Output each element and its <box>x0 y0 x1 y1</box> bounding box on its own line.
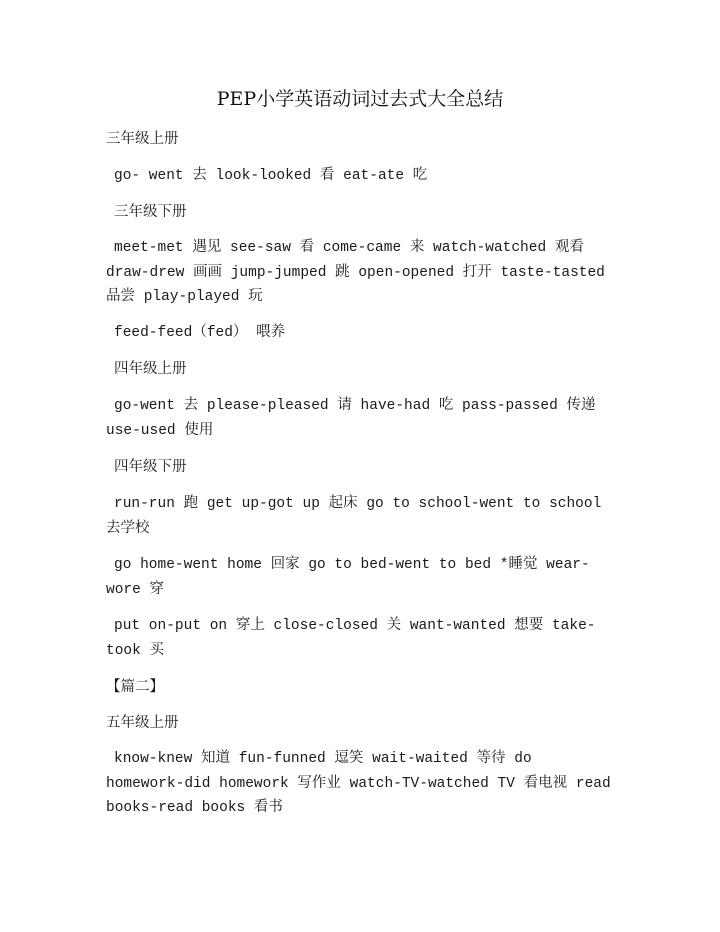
verb-list-paragraph: run-run 跑 get up-got up 起床 go to school-went to school 去学校 <box>106 496 602 537</box>
verb-list-paragraph: go-went 去 please-pleased 请 have-had 吃 pass-passed 传递 use-used 使用 <box>106 398 596 439</box>
document-title: PEP小学英语动词过去式大全总结 <box>216 88 504 110</box>
section-heading-grade4-vol1: 四年级上册 <box>114 361 187 377</box>
section-heading-grade4-vol2: 四年级下册 <box>114 459 187 475</box>
verb-list-paragraph: know-knew 知道 fun-funned 逗笑 wait-waited 等待 do homework-did homework 写作业 watch-TV-watched TV 看电视 read books-read books 看书 <box>106 751 611 816</box>
section-heading-grade3-vol2: 三年级下册 <box>114 204 187 220</box>
verb-list-paragraph: feed-feed（fed） 喂养 <box>114 325 286 341</box>
verb-list-paragraph: meet-met 遇见 see-saw 看 come-came 来 watch-watched 观看 draw-drew 画画 jump-jumped 跳 open-opened 打开 taste-tasted 品尝 play-played 玩 <box>106 240 605 305</box>
verb-list-paragraph: go home-went home 回家 go to bed-went to bed *睡觉 wear-wore 穿 <box>106 557 590 598</box>
verb-list-paragraph: go- went 去 look-looked 看 eat-ate 吃 <box>114 168 428 184</box>
section-marker-part2: 【篇二】 <box>106 679 164 695</box>
section-heading-grade3-vol1: 三年级上册 <box>106 131 179 147</box>
section-heading-grade5-vol1: 五年级上册 <box>106 715 179 731</box>
verb-list-paragraph: put on-put on 穿上 close-closed 关 want-wanted 想要 take-took 买 <box>106 618 596 659</box>
